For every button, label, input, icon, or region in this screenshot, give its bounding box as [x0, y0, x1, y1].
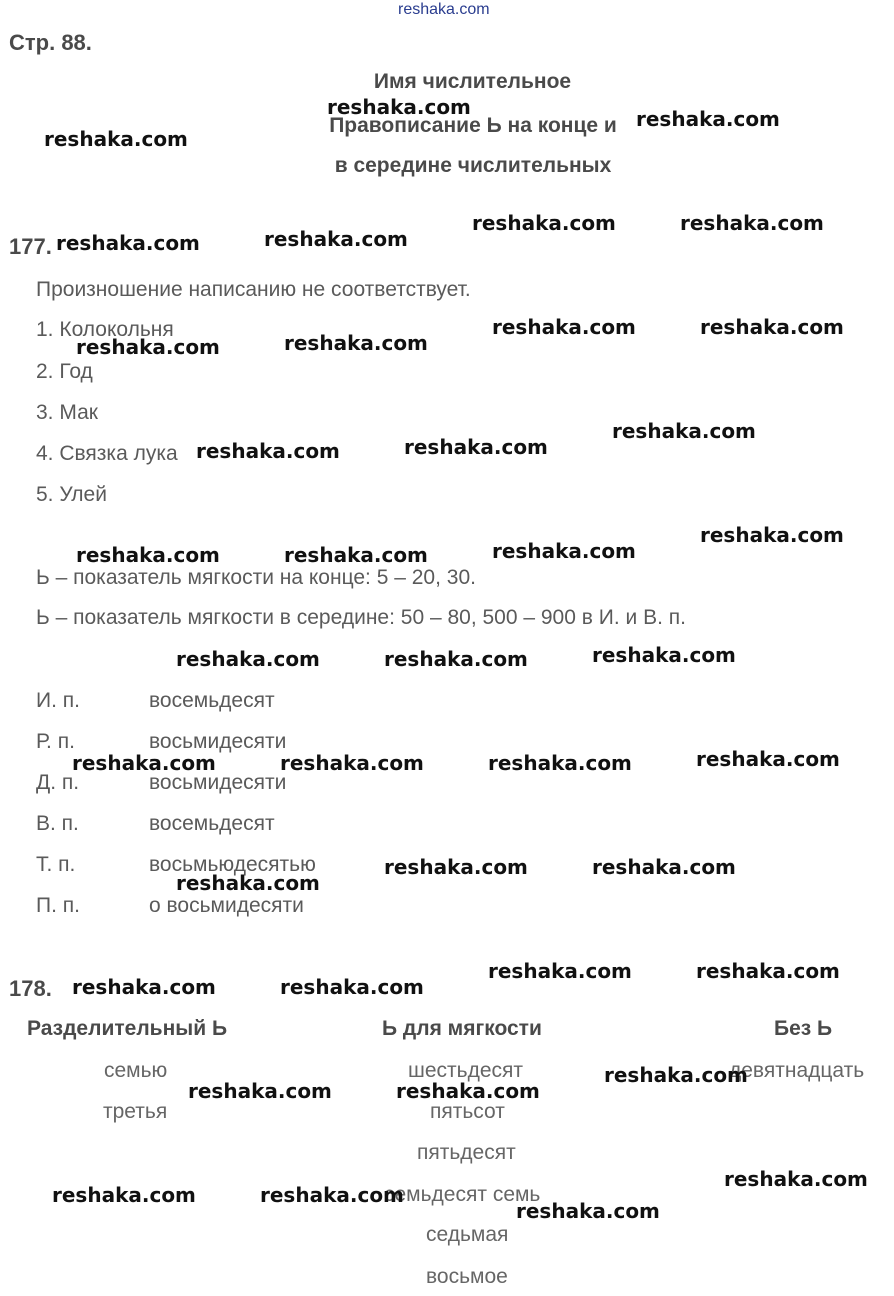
- case-form: восьмьюдесятью: [149, 853, 316, 876]
- watermark: reshaka.com: [404, 435, 548, 459]
- case-form: восемьдесят: [149, 689, 275, 712]
- watermark: reshaka.com: [72, 975, 216, 999]
- watermark: reshaka.com: [492, 539, 636, 563]
- word-softness: восьмое: [426, 1265, 508, 1288]
- list-item: 4. Связка лука: [36, 442, 178, 465]
- case-label: И. п.: [36, 689, 80, 712]
- watermark: reshaka.com: [492, 315, 636, 339]
- case-label: В. п.: [36, 812, 79, 835]
- watermark: reshaka.com: [44, 127, 188, 151]
- page-number: Стр. 88.: [9, 30, 92, 55]
- list-item: 2. Год: [36, 360, 93, 383]
- watermark: reshaka.com: [188, 1079, 332, 1103]
- list-item: 3. Мак: [36, 401, 98, 424]
- list-item: 1. Колокольня: [36, 318, 174, 341]
- watermark: reshaka.com: [176, 647, 320, 671]
- watermark: reshaka.com: [284, 331, 428, 355]
- word-separating: семью: [104, 1059, 168, 1082]
- word-separating: третья: [103, 1100, 168, 1123]
- watermark: reshaka.com: [76, 543, 220, 567]
- watermark: reshaka.com: [592, 643, 736, 667]
- watermark: reshaka.com: [636, 107, 780, 131]
- watermark: reshaka.com: [696, 747, 840, 771]
- watermark: reshaka.com: [612, 419, 756, 443]
- watermark: reshaka.com: [680, 211, 824, 235]
- site-label[interactable]: reshaka.com: [398, 1, 490, 18]
- column-head-without: Без Ь: [774, 1017, 833, 1040]
- watermark: reshaka.com: [396, 1079, 540, 1103]
- watermark: reshaka.com: [488, 959, 632, 983]
- watermark: reshaka.com: [260, 1183, 404, 1207]
- watermark: reshaka.com: [280, 975, 424, 999]
- case-form: о восьмидесяти: [149, 894, 304, 917]
- column-head-separating: Разделительный Ь: [27, 1017, 228, 1040]
- case-form: восьмидесяти: [149, 771, 287, 794]
- rule-end: Ь – показатель мягкости на конце: 5 – 20, 30.: [36, 566, 476, 589]
- case-label: Р. п.: [36, 730, 75, 753]
- case-label: П. п.: [36, 894, 80, 917]
- watermark: reshaka.com: [700, 315, 844, 339]
- exercise-177-intro: Произношение написанию не соответствует.: [36, 278, 471, 301]
- watermark: reshaka.com: [284, 543, 428, 567]
- watermark: reshaka.com: [724, 1167, 868, 1191]
- exercise-177-number: 177.: [9, 234, 52, 259]
- column-head-softness: Ь для мягкости: [382, 1017, 542, 1040]
- watermark: reshaka.com: [176, 871, 320, 895]
- word-softness: семьдесят семь: [384, 1183, 541, 1206]
- watermark: reshaka.com: [196, 439, 340, 463]
- exercise-178-number: 178.: [9, 976, 52, 1001]
- case-form: восемьдесят: [149, 812, 275, 835]
- title-line-2: Правописание Ь на конце и: [329, 114, 617, 137]
- watermark: reshaka.com: [327, 95, 471, 119]
- list-item: 5. Улей: [36, 483, 107, 506]
- title-line-1: Имя числительное: [373, 70, 572, 93]
- watermark: reshaka.com: [56, 231, 200, 255]
- watermark: reshaka.com: [696, 959, 840, 983]
- watermark: reshaka.com: [384, 647, 528, 671]
- word-softness: пятьсот: [430, 1100, 505, 1123]
- word-softness: седьмая: [426, 1223, 509, 1246]
- case-label: Д. п.: [36, 771, 80, 794]
- watermark: reshaka.com: [472, 211, 616, 235]
- case-label: Т. п.: [36, 853, 76, 876]
- watermark: reshaka.com: [76, 335, 220, 359]
- word-softness: шестьдесят: [408, 1059, 524, 1082]
- watermark: reshaka.com: [384, 855, 528, 879]
- watermark: reshaka.com: [280, 751, 424, 775]
- watermark: reshaka.com: [604, 1063, 748, 1087]
- watermark: reshaka.com: [700, 523, 844, 547]
- watermark: reshaka.com: [488, 751, 632, 775]
- title-line-3: в середине числительных: [334, 154, 612, 177]
- watermark: reshaka.com: [72, 751, 216, 775]
- watermark: reshaka.com: [264, 227, 408, 251]
- rule-middle: Ь – показатель мягкости в середине: 50 – 80, 500 – 900 в И. и В. п.: [36, 606, 686, 629]
- watermark: reshaka.com: [52, 1183, 196, 1207]
- watermark: reshaka.com: [516, 1199, 660, 1223]
- word-softness: пятьдесят: [417, 1141, 516, 1164]
- word-without: девятнадцать: [729, 1059, 865, 1082]
- watermark: reshaka.com: [592, 855, 736, 879]
- case-form: восьмидесяти: [149, 730, 287, 753]
